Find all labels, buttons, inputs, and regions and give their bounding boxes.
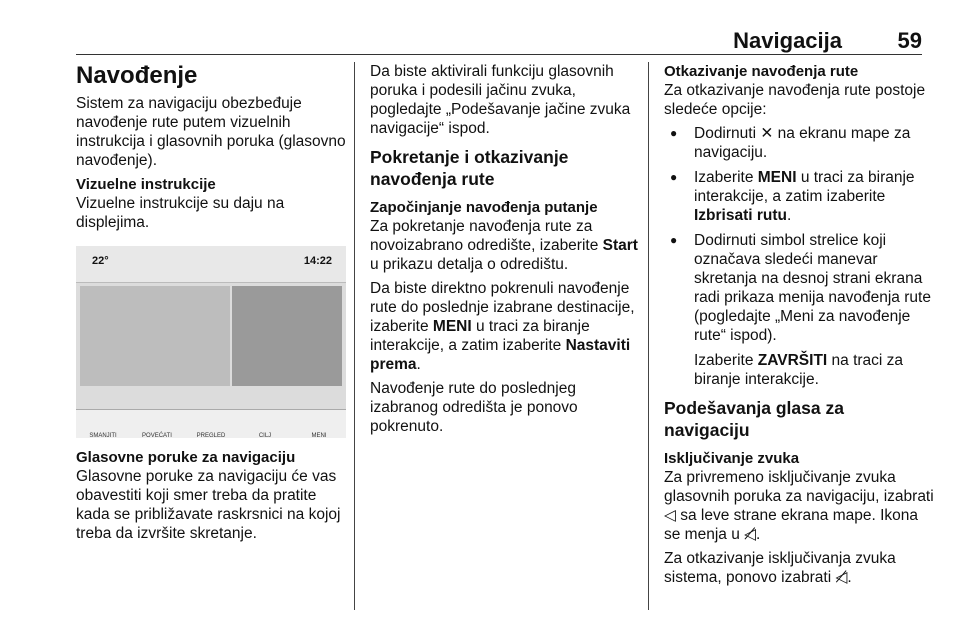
section-heading: Pokretanje i otkazivanje navođenja rute — [370, 147, 569, 189]
interaction-bar — [76, 409, 346, 438]
paragraph: Sistem za navigaciju obezbeđuje navođenje rute putem vizuelnih instrukcija i glasovnih poruka (glasovno navođenje). — [76, 95, 346, 169]
list-item-continuation: Izaberite ZAVRŠITI na traci za biranje interakcije. — [694, 352, 904, 388]
subheading: Vizuelne instrukcije — [76, 176, 216, 193]
overview-button: PREGLED — [196, 433, 226, 438]
paragraph: Za pokretanje navođenja rute za novoizabrano odredište, izaberite Start u prikazu detalja o odredištu. — [370, 218, 638, 273]
destination-button: CILJ — [258, 433, 272, 438]
subheading: Glasovne poruke za navigaciju — [76, 449, 296, 466]
paragraph: Da biste aktivirali funkciju glasovnih poruka i podesili jačinu zvuka, pogledajte „Podešavanje jačine zvuka navigacije“ ispod. — [370, 63, 631, 137]
paragraph: Da biste direktno pokrenuli navođenje rute do poslednje izabrane destinacije, izaberite MENI u traci za biranje interakcije, a zatim izaberite Nastaviti prema. — [370, 280, 635, 373]
page-number: 59 — [897, 28, 922, 53]
column-3 — [664, 62, 934, 592]
temperature: 22° — [92, 255, 109, 267]
paragraph: Za otkazivanje navođenja rute postoje sledeće opcije: — [664, 82, 926, 118]
list-item: ● Dodirnuti simbol strelice koji označava sledeći manevar skretanja na desnoj strani ekrana radi prikaza menija navođenja rute (pogledajte „Meni za navođenje rute“ ispod). — [664, 231, 934, 345]
paragraph: Vizuelne instrukcije su daju na displejima. — [76, 195, 285, 231]
header-title: Navigacija — [733, 28, 842, 53]
section-heading: Podešavanja glasa za navigaciju — [664, 398, 844, 440]
list-item: ● Izaberite MENI u traci za biranje interakcije, a zatim izaberite Izbrisati rutu. — [664, 168, 934, 225]
list-item: ● Dodirnuti ✕ na ekranu mape za navigaciju. — [664, 124, 934, 162]
zoom-out-button: SMANJITI — [89, 433, 117, 438]
zoom-in-button: POVEĆATI — [142, 433, 172, 438]
status-bar — [76, 246, 346, 283]
paragraph: Za otkazivanje isključivanja zvuka sistema, ponovo izabrati ◁̸. — [664, 550, 896, 586]
clock: 14:22 — [303, 255, 332, 267]
column-divider — [648, 62, 649, 610]
column-1 — [76, 62, 346, 548]
maneuver-view — [232, 286, 342, 386]
map-view — [80, 286, 230, 386]
navigation-screen-image — [76, 246, 346, 438]
menu-button: MENI — [311, 433, 327, 438]
subheading: Isključivanje zvuka — [664, 450, 800, 467]
subheading: Otkazivanje navođenja rute — [664, 63, 859, 80]
column-divider — [354, 62, 355, 610]
subheading: Započinjanje navođenja putanje — [370, 199, 598, 216]
column-2 — [370, 62, 640, 441]
paragraph: Za privremeno isključivanje zvuka glasovnih poruka za navigaciju, izabrati ◁ sa leve strane ekrana mape. Ikona se menja u ◁̸. — [664, 469, 934, 543]
paragraph: Glasovne poruke za navigaciju će vas obavestiti koji smer treba da pratite kada se približavate raskrsnici na kojoj treba da izvršite skretanje. — [76, 468, 341, 542]
paragraph: Navođenje rute do poslednjeg izabranog odredišta je ponovo pokrenuto. — [370, 380, 578, 435]
section-heading: Navođenje — [76, 62, 198, 89]
page-header — [76, 26, 922, 55]
